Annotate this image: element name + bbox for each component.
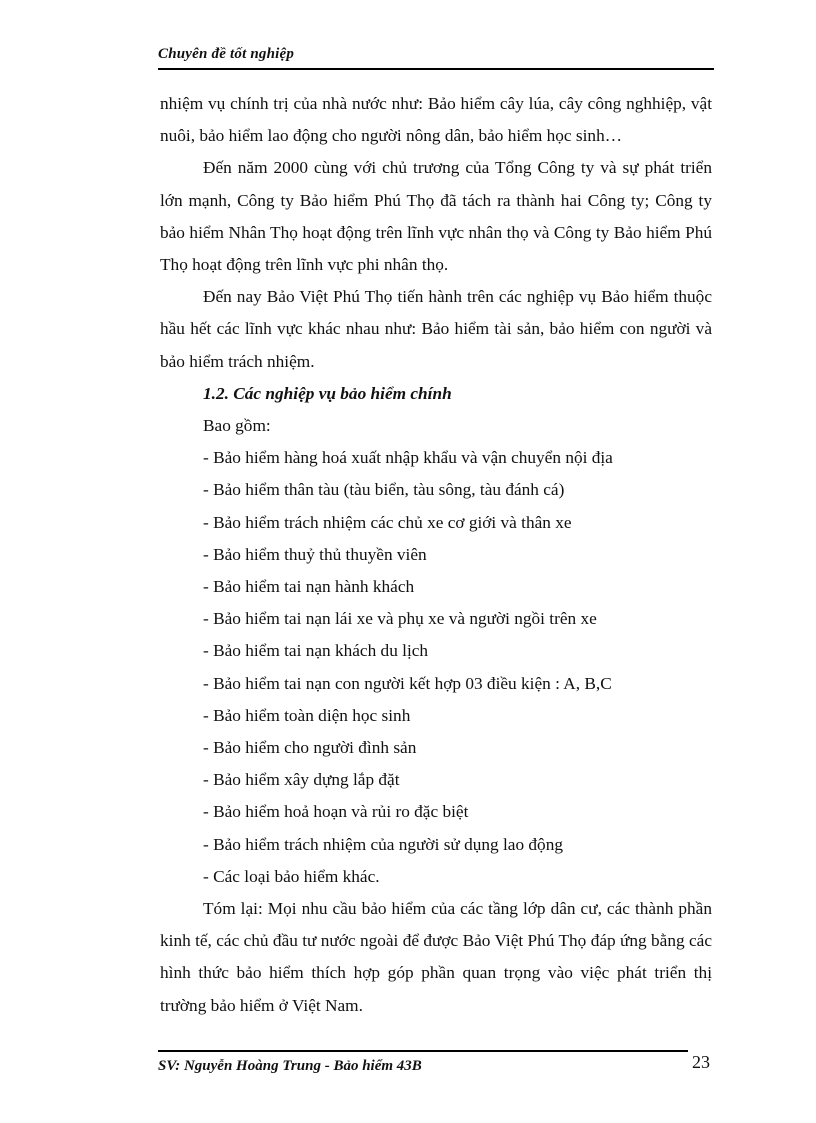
section-heading: 1.2. Các nghiệp vụ bảo hiểm chính [203, 383, 452, 403]
paragraph-conclusion: Tóm lại: Mọi nhu cầu bảo hiểm của các tầng lớp dân cư, các thành phần kinh tế, các chủ đầu tư nước ngoài để được Bảo Việt Phú Thọ đáp ứng bằng các hình thức bảo hiểm thích hợp góp phần quan trọng vào việc phát triển thị trường bảo hiểm ở Việt Nam. [160, 899, 712, 1015]
paragraph-continuation: nhiệm vụ chính trị của nhà nước như: Bảo hiểm cây lúa, cây công nghhiệp, vật nuôi, bảo hiểm lao động cho người nông dân, bảo hiểm học sinh… [160, 94, 712, 146]
list-item: - Bảo hiểm thuỷ thủ thuyền viên [203, 544, 427, 564]
page-body [160, 88, 712, 1022]
list-intro: Bao gồm: [203, 416, 271, 436]
list-item: - Bảo hiểm xây dựng lắp đặt [203, 770, 400, 790]
list-item: - Các loại bảo hiểm khác. [203, 866, 380, 886]
footer-author: SV: Nguyễn Hoàng Trung - Bảo hiểm 43B [158, 1058, 422, 1074]
list-item: - Bảo hiểm hoả hoạn và rủi ro đặc biệt [203, 802, 469, 822]
list-item: - Bảo hiểm tai nạn hành khách [203, 577, 415, 597]
page-footer [158, 1050, 714, 1084]
header-title: Chuyên đề tốt nghiệp [158, 46, 295, 62]
list-item: - Bảo hiểm toàn diện học sinh [203, 705, 411, 725]
list-item: - Bảo hiểm trách nhiệm của người sử dụng lao động [203, 834, 563, 854]
paragraph-current-operations: Đến nay Bảo Việt Phú Thọ tiến hành trên các nghiệp vụ Bảo hiểm thuộc hầu hết các lĩnh vực khác nhau như: Bảo hiểm tài sản, bảo hiểm con người và bảo hiểm trách nhiệm. [160, 287, 712, 371]
list-item: - Bảo hiểm tai nạn lái xe và phụ xe và người ngồi trên xe [203, 609, 597, 629]
page-header [158, 46, 714, 63]
list-item: - Bảo hiểm cho người đình sản [203, 738, 417, 758]
list-item: - Bảo hiểm thân tàu (tàu biển, tàu sông, tàu đánh cá) [203, 480, 565, 500]
insurance-list [160, 442, 712, 893]
list-item: - Bảo hiểm trách nhiệm các chủ xe cơ giới và thân xe [203, 512, 572, 532]
list-item: - Bảo hiểm hàng hoá xuất nhập khẩu và vận chuyển nội địa [203, 448, 613, 468]
list-item: - Bảo hiểm tai nạn khách du lịch [203, 641, 429, 661]
footer-rule [158, 1050, 688, 1052]
list-item: - Bảo hiểm tai nạn con người kết hợp 03 điều kiện : A, B,C [203, 673, 612, 693]
paragraph-company-split: Đến năm 2000 cùng với chủ trương của Tổng Công ty và sự phát triển lớn mạnh, Công ty Bảo hiểm Phú Thọ đã tách ra thành hai Công ty; Công ty bảo hiểm Nhân Thọ hoạt động trên lĩnh vực nhân thọ và Công ty Bảo hiểm Phú Thọ hoạt động trên lĩnh vực phi nhân thọ. [160, 158, 712, 275]
page-number: 23 [692, 1052, 710, 1072]
header-rule [158, 68, 714, 70]
